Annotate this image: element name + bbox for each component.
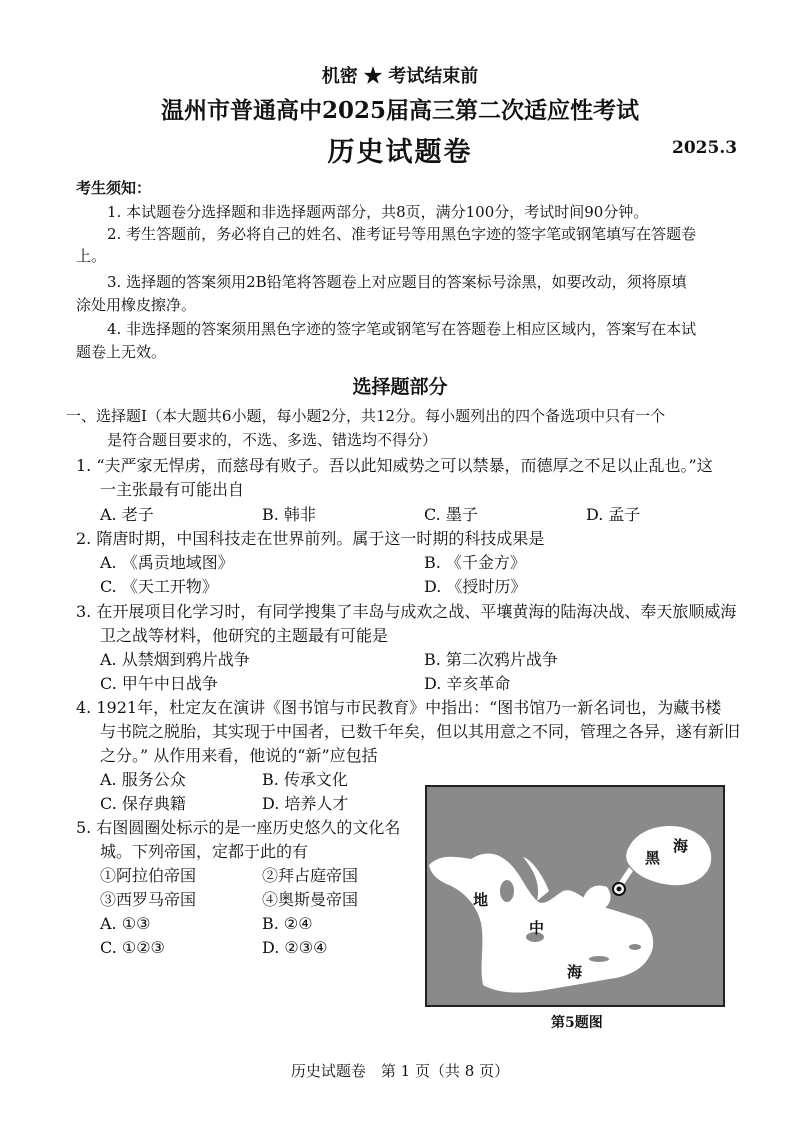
q5-choice-1: ①阿拉伯帝国: [100, 866, 197, 885]
map-label-di: 地: [473, 891, 489, 909]
paper-title: 历史试题卷: [327, 137, 473, 168]
map-label-hai-med: 海: [567, 963, 583, 981]
section-intro: 一、选择题Ⅰ（本大题共6小题，每小题2分，共12分。每小题列出的四个备选项中只有一个: [66, 407, 666, 425]
q2-stem: 2. 隋唐时期，中国科技走在世界前列。属于这一时期的科技成果是: [76, 529, 545, 548]
q1-option-b: B. 韩非: [262, 505, 316, 524]
island-crete: [589, 956, 609, 962]
q4-option-b: B. 传承文化: [262, 770, 348, 789]
q3-option-d: D. 辛亥革命: [424, 674, 511, 693]
notice-item-2: 2. 考生答题前，务必将自己的姓名、准考证号等用黑色字迹的签字笔或钢笔填写在答题卷: [107, 225, 697, 243]
map-label-zhong: 中: [529, 919, 545, 937]
q1-option-a: A. 老子: [100, 505, 154, 524]
q2-option-a: A. 《禹贡地域图》: [100, 553, 234, 572]
q5-option-b: B. ②④: [262, 914, 313, 933]
q4-option-c: C. 保存典籍: [100, 794, 186, 813]
notice-item-2-cont: 上。: [76, 247, 107, 265]
exam-date: 2025.3: [672, 138, 738, 158]
q2-option-b: B. 《千金方》: [424, 553, 526, 572]
map-label-hei: 黑: [645, 849, 661, 867]
q4-stem-cont-2: 之分。” 从作用来看，他说的“新”应包括: [100, 746, 378, 765]
notice-item-4-cont: 题卷上无效。: [76, 343, 167, 361]
exam-title: 温州市普通高中2025届高三第二次适应性考试: [160, 97, 639, 124]
q5-choice-3: ③西罗马帝国: [100, 890, 197, 909]
q3-option-b: B. 第二次鸦片战争: [424, 650, 558, 669]
page-footer: 历史试题卷 第 1 页（共 8 页）: [290, 1062, 510, 1080]
q5-option-a: A. ①③: [100, 914, 151, 933]
q3-stem: 3. 在开展项目化学习时，有同学搜集了丰岛与成欢之战、平壤黄海的陆海决战、奉天旅顺威海: [76, 602, 737, 621]
figure-caption: 第5题图: [551, 1015, 603, 1031]
island-sardinia: [500, 880, 514, 902]
q5-option-c: C. ①②③: [100, 938, 165, 957]
q5-option-d: D. ②③④: [262, 938, 328, 957]
q2-option-c: C. 《天工开物》: [100, 577, 218, 596]
q4-stem: 4. 1921年，杜定友在演讲《图书馆与市民教育》中指出：“图书馆乃一新名词也，为藏书楼: [76, 698, 722, 717]
section-title: 选择题部分: [352, 376, 448, 398]
q5-choice-4: ④奥斯曼帝国: [262, 890, 359, 909]
confidential-label: 机密 ★ 考试结束前: [321, 66, 479, 87]
q1-stem: 1. “夫严家无悍虏，而慈母有败子。吾以此知威势之可以禁暴，而德厚之不足以止乱也。”这: [76, 456, 713, 475]
notice-item-4: 4. 非选择题的答案须用黑色字迹的签字笔或钢笔写在答题卷上相应区域内，答案写在本试: [107, 320, 697, 338]
q2-option-d: D. 《授时历》: [424, 577, 527, 596]
q1-stem-cont: 一主张最有可能出自: [100, 480, 245, 499]
notice-heading: 考生须知：: [76, 179, 152, 197]
q4-option-a: A. 服务公众: [100, 770, 186, 789]
notice-item-3-cont: 涂处用橡皮擦净。: [76, 296, 197, 314]
city-marker-dot: [617, 887, 622, 892]
q4-option-d: D. 培养人才: [262, 794, 349, 813]
notice-item-3: 3. 选择题的答案须用2B铅笔将答题卷上对应题目的答案标号涂黑，如要改动，须将原填: [107, 273, 687, 291]
section-intro-cont: 是符合题目要求的，不选、多选、错选均不得分）: [107, 431, 438, 449]
map-label-hai-black: 海: [673, 837, 689, 855]
notice-item-1: 1. 本试题卷分选择题和非选择题两部分，共8页，满分100分，考试时间90分钟。: [107, 203, 649, 221]
island-cyprus: [629, 944, 641, 950]
q5-stem: 5. 右图圆圈处标示的是一座历史悠久的文化名: [76, 818, 401, 837]
q1-option-d: D. 孟子: [586, 505, 641, 524]
q1-option-c: C. 墨子: [424, 505, 478, 524]
q5-map-figure: [425, 785, 725, 1007]
q5-stem-cont: 城。下列帝国，定都于此的有: [100, 842, 309, 861]
mediterranean-map: [427, 787, 723, 1005]
q3-option-c: C. 甲午中日战争: [100, 674, 218, 693]
q4-stem-cont-1: 与书院之脱胎，其实现于中国者，已数千年矣，但以其用意之不同，管理之各异，遂有新旧: [100, 722, 741, 741]
q3-option-a: A. 从禁烟到鸦片战争: [100, 650, 250, 669]
q5-choice-2: ②拜占庭帝国: [262, 866, 359, 885]
q3-stem-cont: 卫之战等材料，他研究的主题最有可能是: [100, 626, 389, 645]
